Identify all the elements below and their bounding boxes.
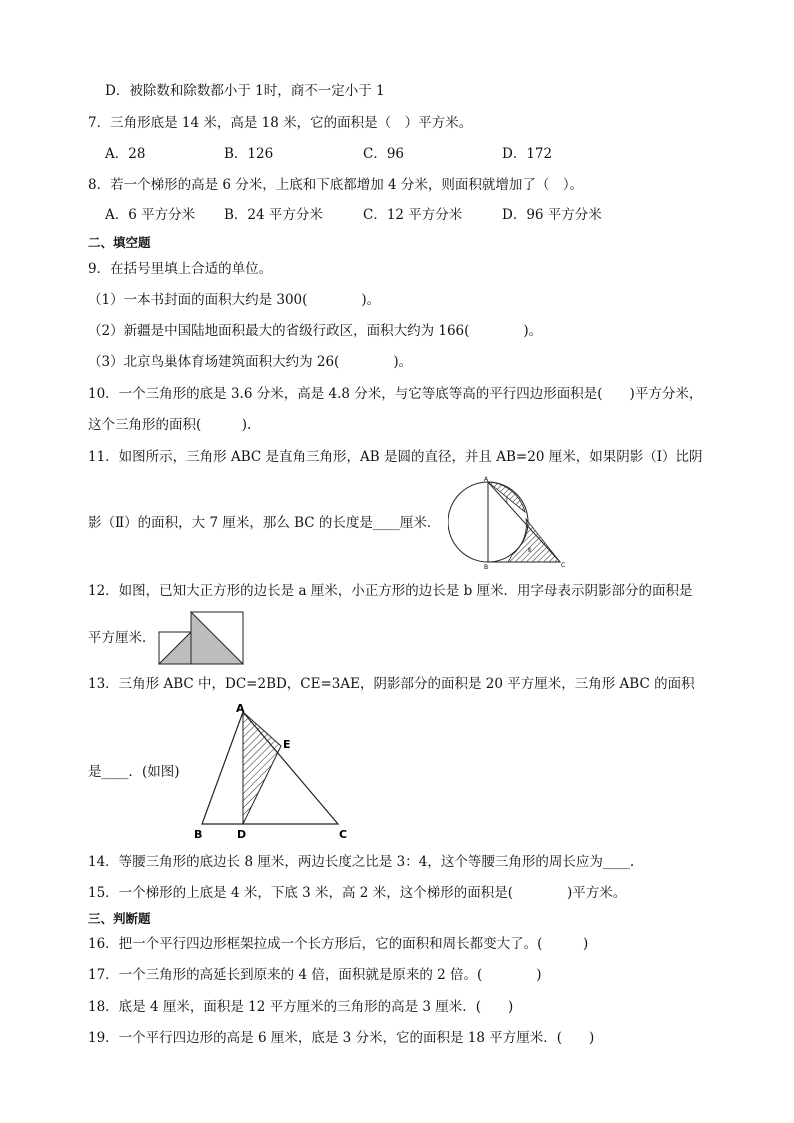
section-title-fill-in: 二、填空题 bbox=[88, 235, 151, 250]
q13-label-d: D bbox=[237, 828, 247, 841]
q9-item-3: （3）北京鸟巢体育场建筑面积大约为 26( )。 bbox=[88, 354, 413, 370]
q18-text: 18．底是 4 厘米，面积是 12 平方厘米的三角形的高是 3 厘米．( ) bbox=[88, 999, 514, 1015]
q16-text: 16．把一个平行四边形框架拉成一个长方形后，它的面积和周长都变大了。( ) bbox=[88, 936, 589, 952]
q13-line-1: 13．三角形 ABC 中，DC=2BD，CE=3AE，阴影部分的面积是 20 平方厘米，三角形 ABC 的面积 bbox=[88, 676, 695, 692]
q13-label-a: A bbox=[236, 702, 245, 715]
q11-label-shade-1: Ⅰ bbox=[506, 497, 508, 504]
q10-line-1: 10．一个三角形的底是 3.6 分米，高是 4.8 分米，与它等底等高的平行四边形面积是( )平方分米， bbox=[88, 386, 703, 402]
q11-label-c: C bbox=[561, 562, 566, 569]
q12-figure bbox=[158, 610, 244, 666]
q7-option-a: A．28 bbox=[105, 146, 146, 162]
q8-text: 8．若一个梯形的高是 6 分米，上底和下底都增加 4 分米，则面积就增加了（ ）。 bbox=[88, 177, 584, 193]
q13-shaded-triangle bbox=[243, 712, 281, 824]
q9-text: 9．在括号里填上合适的单位。 bbox=[88, 261, 273, 277]
q11-label-shade-2: Ⅱ bbox=[528, 547, 531, 554]
q19-text: 19．一个平行四边形的高是 6 厘米，底是 3 分米，它的面积是 18 平方厘米．( ) bbox=[88, 1030, 595, 1046]
q11-line-2: 影（Ⅱ）的面积，大 7 厘米，那么 BC 的长度是____厘米． bbox=[88, 515, 441, 531]
q15-text: 15．一个梯形的上底是 4 米，下底 3 米，高 2 米，这个梯形的面积是( )平方米。 bbox=[88, 885, 627, 901]
q11-label-b: B bbox=[484, 564, 489, 570]
q11-shaded-region-2 bbox=[508, 519, 560, 562]
q14-text: 14．等腰三角形的底边长 8 厘米，两边长度之比是 3：4，这个等腰三角形的周长应为____. bbox=[88, 854, 635, 870]
q11-figure bbox=[448, 476, 574, 570]
q8-option-c: C．12 平方分米 bbox=[363, 207, 463, 223]
q8-option-d: D．96 平方分米 bbox=[502, 207, 602, 223]
q13-label-b: B bbox=[194, 828, 203, 841]
q6-option-d: D．被除数和除数都小于 1时，商不一定小于 1 bbox=[105, 83, 385, 99]
q7-text: 7．三角形底是 14 米，高是 18 米，它的面积是（ ）平方米。 bbox=[88, 115, 473, 131]
q7-option-b: B．126 bbox=[224, 146, 274, 162]
q12-line-1: 12．如图，已知大正方形的边长是 a 厘米，小正方形的边长是 b 厘米．用字母表示阴影部分的面积是 bbox=[88, 583, 693, 599]
q7-option-c: C．96 bbox=[363, 146, 405, 162]
q12-line-2: 平方厘米． bbox=[88, 630, 156, 646]
q13-line-2: 是____．(如图) bbox=[88, 764, 180, 780]
q11-line-1: 11．如图所示，三角形 ABC 是直角三角形，AB 是圆的直径，并且 AB=20 厘米，如果阴影（Ⅰ）比阴 bbox=[88, 449, 703, 465]
q9-item-1: （1）一本书封面的面积大约是 300( )。 bbox=[88, 292, 381, 308]
q12-shaded-triangle bbox=[159, 612, 243, 664]
q17-text: 17．一个三角形的高延长到原来的 4 倍，面积就是原来的 2 倍。( ) bbox=[88, 967, 542, 983]
q13-figure bbox=[188, 700, 356, 842]
q13-label-c: C bbox=[339, 828, 348, 841]
q8-option-b: B．24 平方分米 bbox=[224, 207, 323, 223]
section-title-true-false: 三、判断题 bbox=[88, 911, 151, 926]
q7-option-d: D．172 bbox=[502, 146, 553, 162]
q13-label-e: E bbox=[283, 738, 291, 751]
q8-option-a: A．6 平方分米 bbox=[105, 207, 196, 223]
q10-line-2: 这个三角形的面积( ). bbox=[88, 417, 252, 433]
q11-label-a: A bbox=[484, 476, 489, 483]
q9-item-2: （2）新疆是中国陆地面积最大的省级行政区，面积大约为 166( )。 bbox=[88, 323, 543, 339]
